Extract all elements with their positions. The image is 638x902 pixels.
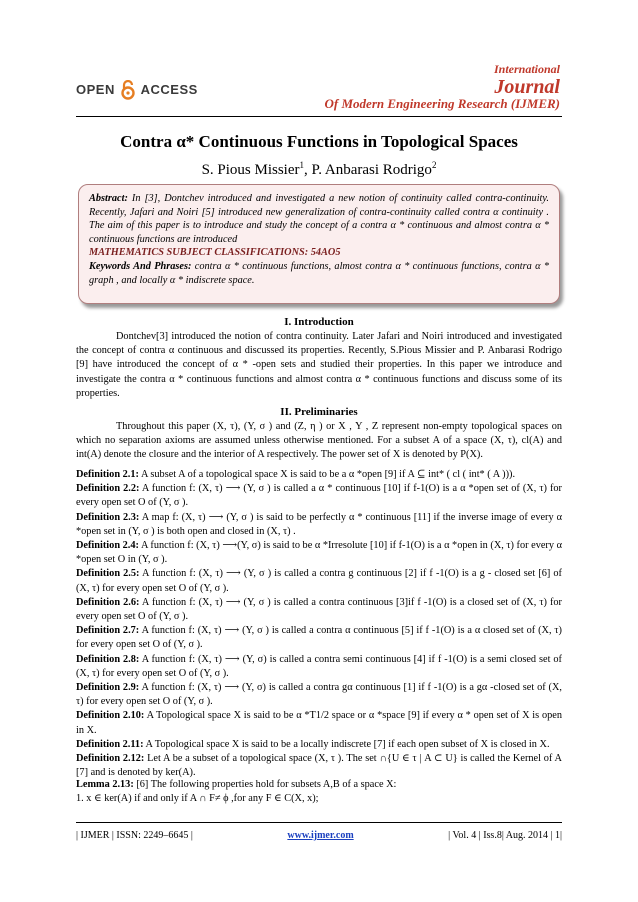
definition-text: Let A be a subset of a topological space (X, τ ). The set ∩{U ∈ τ | A ⊂ U} is called the Kernel of A [7] and is denoted by ker(A). (76, 753, 562, 779)
definition-label: Definition 2.11: (76, 738, 144, 750)
definition-text: A Topological space X is said to be a locally indiscrete [7] if each open subset of X is closed in X. (145, 738, 550, 750)
abstract-text: In [3], Dontchev introduced and investigated a new notion of continuity called contra-continuity. Recently, Jafari and Noiri [5] introduced new generalization of contra-continuity called contra α continuity . The aim of this paper is to introduce and study the concept of a contra α * continuous and almost contra α * continuous functions are introduced (89, 193, 549, 245)
author-2: P. Anbarasi Rodrigo (311, 162, 432, 178)
header-divider (76, 116, 562, 117)
paper-title: Contra α* Continuous Functions in Topological Spaces (120, 132, 518, 151)
journal-line-1: International (493, 62, 560, 76)
definition-label: Definition 2.5: (76, 568, 140, 580)
author-1: S. Pious Missier (201, 162, 300, 178)
msc-line: MATHEMATICS SUBJECT CLASSIFICATIONS: 54AO5 (89, 247, 341, 259)
keywords-label: Keywords And Phrases: (89, 260, 192, 272)
footer-issn: | IJMER | ISSN: 2249–6645 | (76, 830, 193, 841)
definition-text: A function f: (X, τ) ⟶ (Y, σ) is called a contra semi continuous [4] if f -1(O) is a semi closed set of (X, τ) for every open set O of (Y, σ ). (76, 653, 562, 679)
definition-text: A function f: (X, τ) ⟶ (Y, σ) is called a contra gα continuous [1] if f -1(O) is a gα -closed set of (X, τ) for every open set O of (Y, σ ). (76, 682, 562, 708)
lemma-item-1: 1. x ∈ ker(A) if and only if A ∩ F≠ ϕ ,for any F ∈ C(X, x); (76, 793, 319, 805)
definition-label: Definition 2.4: (76, 540, 139, 552)
open-access-right: ACCESS (140, 82, 198, 97)
open-lock-icon (121, 80, 135, 103)
definition-label: Definition 2.10: (76, 710, 145, 722)
definition-item (76, 468, 562, 482)
definition-label: Definition 2.1: (76, 469, 139, 480)
abstract-label: Abstract: (89, 193, 128, 204)
intro-heading: I. Introduction (284, 316, 354, 328)
footer-volume: | Vol. 4 | Iss.8| Aug. 2014 | 1| (448, 830, 562, 841)
lemma-label: Lemma 2.13: (76, 779, 134, 790)
author-2-affiliation: 2 (431, 160, 437, 170)
author-1-affiliation: 1 (299, 160, 305, 170)
definition-text: A function f: (X, τ) ⟶ (Y, σ ) is called a contra g continuous [2] if f -1(O) is a g - closed set [6] of (X, τ) for every open set O of (Y, σ ). (76, 568, 562, 594)
definition-text: A map f: (X, τ) ⟶ (Y, σ ) is said to be perfectly α * continuous [11] if the inverse image of every α *open set in (Y, σ ) is both open and closed in (X, τ) . (76, 511, 562, 537)
definition-label: Definition 2.8: (76, 653, 140, 665)
paper-authors: S. Pious Missier$^1$, P. Anbarasi Rodrigo$^2$ (201, 160, 437, 178)
definition-text: A Topological space X is said to be α *T1/2 space or α *space [9] if every α * open set of X is open in X. (76, 710, 562, 736)
journal-line-3: Of Modern Engineering Research (IJMER) (324, 96, 560, 111)
keywords-text: contra α * continuous functions, almost contra α * continuous functions, contra α * graph , and locally α * indiscrete space. (89, 260, 549, 286)
open-access-logo (76, 80, 198, 103)
definition-item (76, 752, 562, 780)
definition-item (76, 539, 562, 567)
definition-label: Definition 2.3: (76, 511, 140, 523)
open-access-left: OPEN (76, 82, 115, 97)
definition-label: Definition 2.12: (76, 753, 145, 765)
prelim-text: Throughout this paper (X, τ), (Y, σ ) and (Z, η ) or X , Y , Z represent non-empty topological spaces on which no separation axioms are assumed unless otherwise mentioned. For a subset A of a space (X, τ), cl(A) and int(A) denote the closure and the interior of A respectively. The power set of X is denoted by P(X). (76, 421, 562, 461)
prelim-heading: II. Preliminaries (280, 406, 358, 418)
definition-item (76, 738, 562, 752)
definition-item (76, 567, 562, 595)
lemma-text: [6] The following properties hold for subsets A,B of a space X: (136, 779, 397, 790)
lemma-block (76, 778, 562, 806)
journal-line-2: Journal (494, 76, 560, 98)
definition-text: A function f: (X, τ) ⟶ (Y, σ ) is called a contra continuous [3]if f -1(O) is a closed set of (X, τ) for every open set O of (Y, σ ). (76, 596, 562, 623)
footer (76, 830, 562, 841)
definition-item (76, 624, 562, 652)
definition-text: A function f: (X, τ) ⟶(Y, σ) is said to be α *Irresolute [10] if f-1(O) is a α *open in (X, τ) for every α *open set O in (Y, σ ). (76, 540, 562, 566)
definition-text: A subset A of a topological space X is said to be a α *open [9] if A ⊆ int* ( cl ( int* ( A ))). (140, 469, 516, 480)
definition-item (76, 511, 562, 539)
abstract-box (78, 184, 560, 304)
definition-item (76, 681, 562, 709)
definition-text: A function f: (X, τ) ⟶ (Y, σ ) is called a α * continuous [10] if f-1(O) is a α *open set of (X, τ) for every open set O of (Y, σ ). (76, 483, 562, 509)
footer-divider (76, 822, 562, 823)
definition-item (76, 709, 562, 737)
intro-text: Dontchev[3] introduced the notion of contra continuity. Later Jafari and Noiri introduced and investigated the concept of contra α continuous and discussed its properties. Recently, S.Pious Missier and P. Anbarasi Rodrigo [9] have introduced the concept of α * -open sets and studied their properties. In this paper we introduce and investigate the contra α * continuous functions and almost contra α * continuous functions and discuss some of its properties. (76, 331, 562, 399)
definition-label: Definition 2.9: (76, 682, 140, 694)
footer-website-link[interactable]: www.ijmer.com (287, 830, 354, 841)
definition-label: Definition 2.7: (76, 625, 140, 637)
definition-item (76, 596, 562, 624)
definition-label: Definition 2.6: (76, 596, 140, 608)
definition-label: Definition 2.2: (76, 483, 140, 495)
definition-item (76, 482, 562, 510)
definition-text: A function f: (X, τ) ⟶ (Y, σ ) is called a contra α continuous [5] if f -1(O) is a α closed set of (X, τ) for every open set O of (Y, σ ). (76, 625, 562, 651)
definition-item (76, 653, 562, 681)
definitions-list (76, 468, 562, 780)
